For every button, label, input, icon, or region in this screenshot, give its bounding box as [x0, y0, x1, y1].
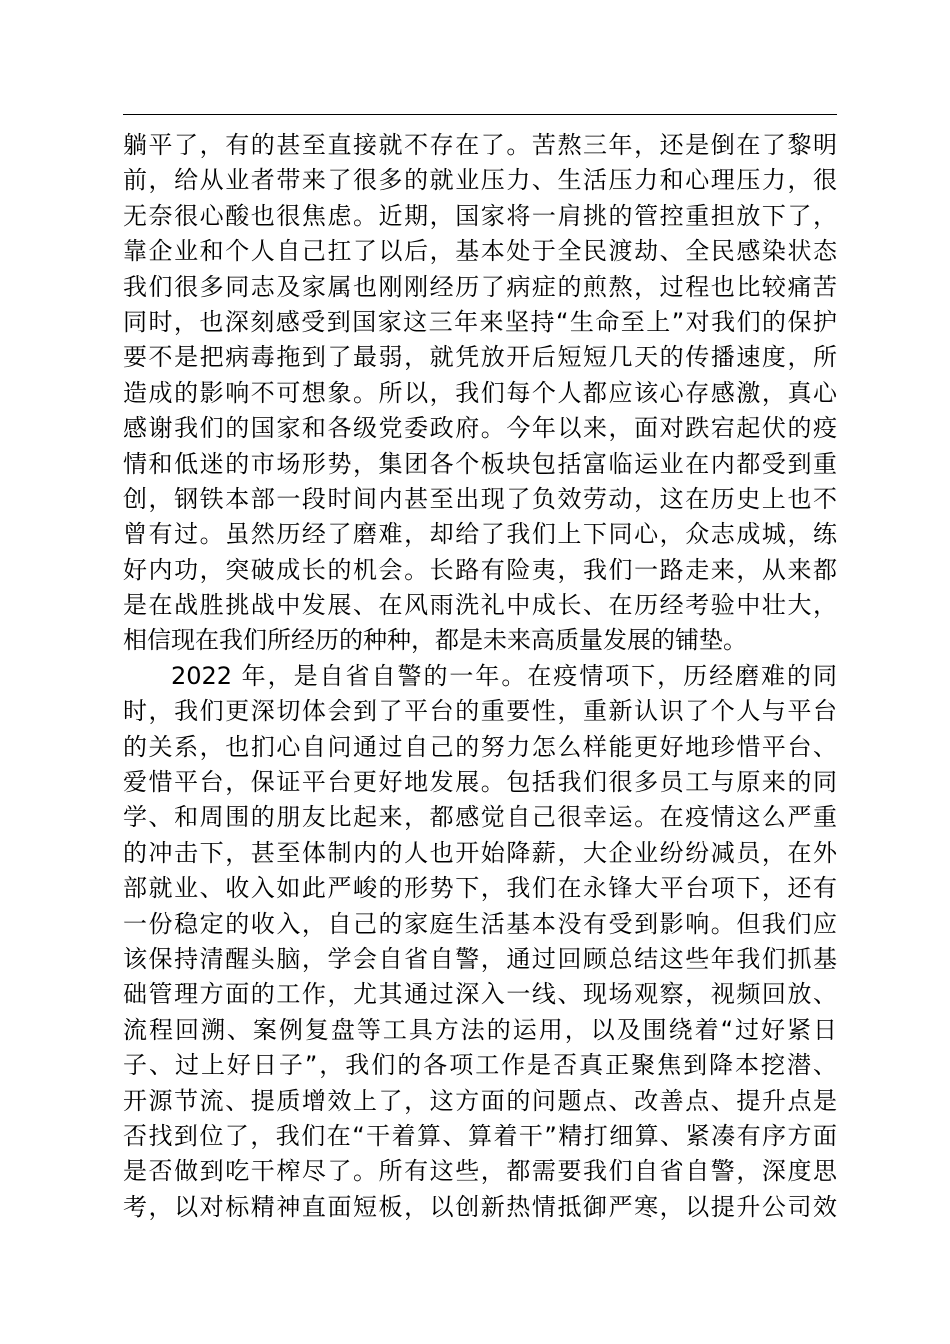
text-line: 否找到位了，我们在“干着算、算着干”精打细算、紧凑有序方面	[123, 1121, 837, 1150]
text-line: 时，我们更深切体会到了平台的重要性，重新认识了个人与平台	[123, 697, 837, 726]
text-line: 相信现在我们所经历的种种，都是未来高质量发展的铺垫。	[123, 626, 747, 655]
text-line: 础管理方面的工作，尤其通过深入一线、现场观察，视频回放、	[123, 980, 837, 1009]
paragraph-2	[123, 659, 837, 1225]
text-line: 躺平了，有的甚至直接就不存在了。苦熬三年，还是倒在了黎明	[123, 131, 837, 159]
body-text	[123, 128, 837, 1225]
text-line: 无奈很心酸也很焦虑。近期，国家将一肩挑的管控重担放下了，	[123, 201, 837, 230]
text-line: 同时，也深刻感受到国家这三年来坚持“生命至上”对我们的保护	[123, 307, 837, 336]
text-line: 我们很多同志及家属也刚刚经历了病症的煎熬，过程也比较痛苦	[123, 272, 837, 301]
text-line: 部就业、收入如此严峻的形势下，我们在永锋大平台项下，还有	[123, 874, 837, 903]
paragraph-1	[123, 128, 837, 659]
text-line: 是否做到吃干榨尽了。所有这些，都需要我们自省自警，深度思	[123, 1157, 837, 1186]
text-line: 感谢我们的国家和各级党委政府。今年以来，面对跌宕起伏的疫	[123, 414, 837, 443]
text-line: 情和低迷的市场形势，集团各个板块包括富临运业在内都受到重	[123, 449, 837, 478]
text-line: 2022 年，是自省自警的一年。在疫情项下，历经磨难的同	[171, 661, 837, 690]
text-line: 靠企业和个人自己扛了以后，基本处于全民渡劫、全民感染状态	[123, 237, 837, 266]
text-line: 要不是把病毒拖到了最弱，就凭放开后短短几天的传播速度，所	[123, 343, 837, 372]
text-line: 开源节流、提质增效上了，这方面的问题点、改善点、提升点是	[123, 1086, 837, 1115]
text-line: 造成的影响不可想象。所以，我们每个人都应该心存感激，真心	[123, 378, 837, 407]
text-line: 爱惜平台，保证平台更好地发展。包括我们很多员工与原来的同	[123, 768, 837, 797]
text-line: 是在战胜挑战中发展、在风雨洗礼中成长、在历经考验中壮大，	[123, 591, 837, 620]
text-line: 该保持清醒头脑，学会自省自警，通过回顾总结这些年我们抓基	[123, 944, 837, 973]
text-line: 的关系，也扪心自问通过自己的努力怎么样能更好地珍惜平台、	[123, 732, 837, 761]
text-line: 创，钢铁本部一段时间内甚至出现了负效劳动，这在历史上也不	[123, 484, 837, 513]
text-line: 好内功，突破成长的机会。长路有险夷，我们一路走来，从来都	[123, 555, 837, 584]
text-line: 一份稳定的收入，自己的家庭生活基本没有受到影响。但我们应	[123, 909, 837, 938]
text-line: 的冲击下，甚至体制内的人也开始降薪，大企业纷纷减员，在外	[123, 838, 837, 867]
text-line: 学、和周围的朋友比起来，都感觉自己很幸运。在疫情这么严重	[123, 803, 837, 832]
header-rule	[123, 114, 837, 115]
text-line: 流程回溯、案例复盘等工具方法的运用，以及围绕着“过好紧日	[123, 1015, 837, 1044]
text-line: 前，给从业者带来了很多的就业压力、生活压力和心理压力，很	[123, 166, 837, 195]
text-line: 考，以对标精神直面短板，以创新热情抵御严寒，以提升公司效	[123, 1192, 837, 1221]
text-line: 子、过上好日子”，我们的各项工作是否真正聚焦到降本挖潜、	[123, 1051, 837, 1080]
text-line: 曾有过。虽然历经了磨难，却给了我们上下同心，众志成城，练	[123, 520, 837, 549]
